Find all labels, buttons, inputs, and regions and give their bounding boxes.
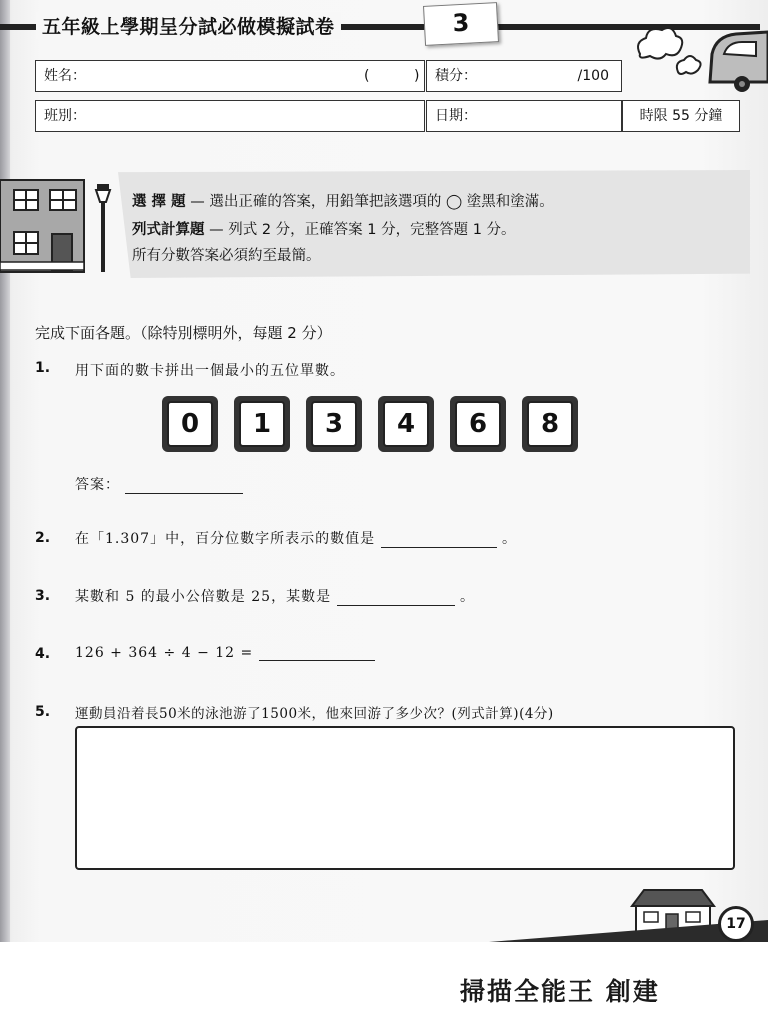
number-card-digit: 4 xyxy=(383,401,429,447)
section-heading: 完成下面各題。（除特別標明外，每題 2 分） xyxy=(35,324,332,342)
instruction-mc-text: — 選出正確的答案，用鉛筆把該選項的 ◯ 塗黑和塗滿。 xyxy=(185,194,554,210)
number-card-digit: 6 xyxy=(455,401,501,447)
number-card-digit: 8 xyxy=(527,401,573,447)
number-card xyxy=(378,396,434,452)
house-icon xyxy=(0,180,84,272)
question-3-row xyxy=(75,586,475,606)
question-2-row xyxy=(75,528,517,548)
car-icon xyxy=(710,32,768,92)
question-2-answer-blank[interactable] xyxy=(381,531,497,548)
number-card xyxy=(162,396,218,452)
question-2-end: 。 xyxy=(501,531,517,547)
score-field[interactable] xyxy=(426,60,622,92)
instruction-calc-heading: 列式計算題 xyxy=(132,222,205,238)
time-limit-box xyxy=(622,100,740,132)
number-card xyxy=(234,396,290,452)
question-3-answer-blank[interactable] xyxy=(337,589,455,606)
question-3-end: 。 xyxy=(459,589,475,605)
question-5-text: 運動員沿着長50米的泳池游了1500米，他來回游了多少次？(列式計算)(4分) xyxy=(75,706,554,722)
number-card xyxy=(306,396,362,452)
instruction-calc xyxy=(132,218,516,239)
question-5-working-box[interactable] xyxy=(75,726,735,870)
question-4-text: 126 + 364 ÷ 4 − 12 = xyxy=(75,645,254,661)
house-illustration xyxy=(0,174,118,280)
instruction-simplest: 所有分數答案必須約至最簡。 xyxy=(132,248,321,264)
question-1-answer-label: 答案： xyxy=(75,477,120,493)
question-1-answer-blank[interactable] xyxy=(125,477,243,494)
number-card-digit: 0 xyxy=(167,401,213,447)
question-5-number: 5. xyxy=(35,704,51,720)
date-label: 日期： xyxy=(435,108,477,124)
scanner-watermark: 掃描全能王 創建 xyxy=(460,977,660,1006)
cloud-car-illustration xyxy=(632,24,768,94)
book-spine xyxy=(0,0,10,942)
question-2-number: 2. xyxy=(35,530,51,546)
question-4-number: 4. xyxy=(35,646,51,662)
time-limit-text: 時限 55 分鐘 xyxy=(639,108,723,124)
name-label: 姓名： xyxy=(44,68,86,84)
number-card xyxy=(522,396,578,452)
instruction-mc-heading: 選 擇 題 xyxy=(132,194,186,210)
question-3-number: 3. xyxy=(35,588,51,604)
question-2-text: 在「1.307」中，百分位數字所表示的數值是 xyxy=(75,531,376,547)
question-1-text: 用下面的數卡拼出一個最小的五位單數。 xyxy=(75,363,345,379)
number-card-digit: 3 xyxy=(311,401,357,447)
paper-number-tag: 3 xyxy=(423,2,499,46)
question-4-answer-blank[interactable] xyxy=(259,644,375,661)
class-label: 班別： xyxy=(44,108,86,124)
question-4-row xyxy=(75,644,375,661)
question-1-number: 1. xyxy=(35,360,51,376)
score-label: 積分： xyxy=(435,68,477,84)
number-card-digit: 1 xyxy=(239,401,285,447)
class-number-paren: ( ) xyxy=(364,68,420,84)
question-3-text: 某數和 5 的最小公倍數是 25，某數是 xyxy=(75,589,332,605)
number-card xyxy=(450,396,506,452)
date-field[interactable] xyxy=(426,100,622,132)
page-number: 17 xyxy=(718,906,754,942)
question-1-answer-row xyxy=(75,474,243,494)
street-lamp-icon xyxy=(96,184,110,272)
page-title: 五年級上學期呈分試必做模擬試卷 xyxy=(36,12,341,39)
score-max: /100 xyxy=(577,68,609,84)
instruction-calc-text: — 列式 2 分，正確答案 1 分，完整答題 1 分。 xyxy=(204,222,516,238)
cloud-icon xyxy=(638,28,701,74)
name-field[interactable] xyxy=(35,60,425,92)
class-field[interactable] xyxy=(35,100,425,132)
instruction-mc xyxy=(132,190,554,211)
